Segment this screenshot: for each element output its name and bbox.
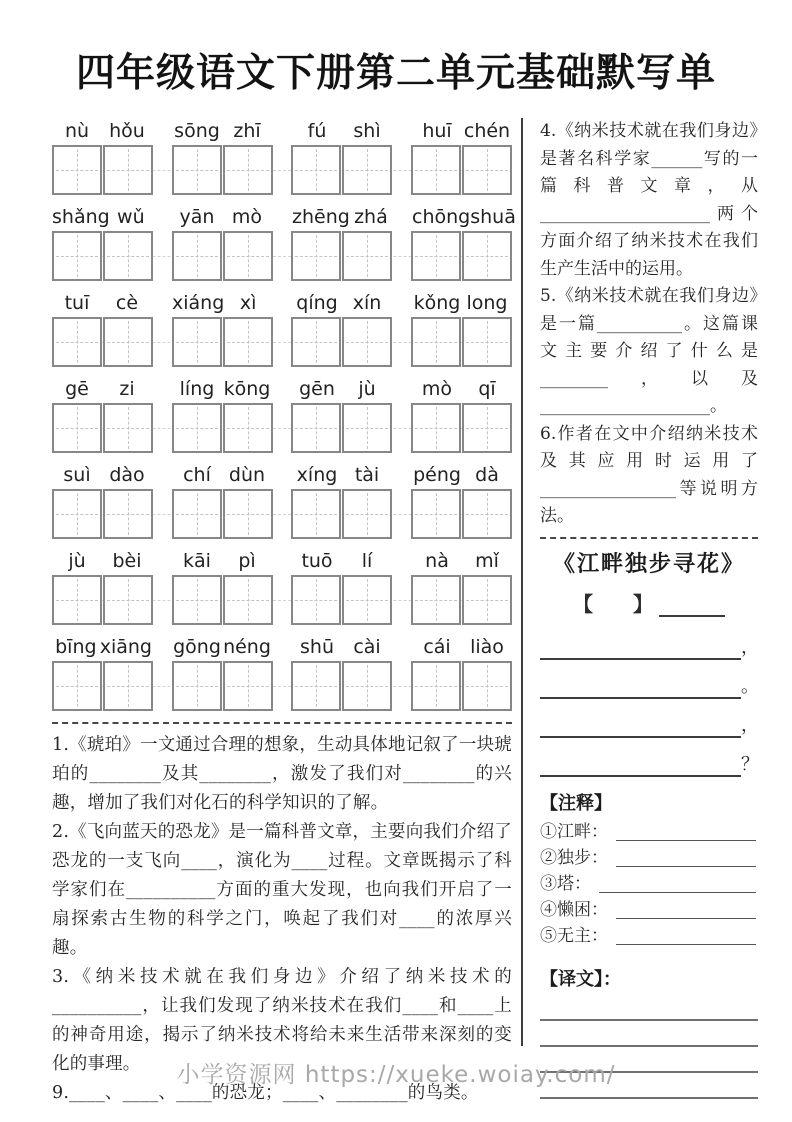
pinyin-syllable: chōng [412,206,471,228]
word-grid [52,120,516,711]
notes-section [540,789,758,949]
pinyin-syllable: qíng [296,292,338,314]
note-item [540,845,758,871]
writing-box [172,575,222,625]
pinyin-syllable: zhá [354,206,388,228]
writing-box [291,145,341,195]
pinyin-syllable: suì [63,464,91,486]
box-pair [52,145,153,195]
pinyin-pair [172,550,272,572]
writing-box [223,403,273,453]
pinyin-pair [412,120,512,142]
pinyin-syllable: tài [354,464,380,486]
box-pair [411,317,512,367]
question-item-2: 2.《飞向蓝天的恐龙》是一篇科普文章，主要向我们介绍了恐龙的一支飞向____，演化为____过程。文章既揭示了科学家们在__________方面的重大发现，也向我们开启了一扇探索古生物的科学之门，唤起了我们对____的浓厚兴趣。 [52,822,512,958]
pinyin-syllable: gē [65,378,89,400]
pinyin-syllable: zhēng [292,206,350,228]
pinyin-pair [292,120,392,142]
pinyin-syllable: long [466,292,508,314]
poem-section [540,547,758,777]
pinyin-syllable: bèi [112,550,142,572]
pinyin-syllable: wǔ [117,206,145,228]
note-label: ①江畔： [540,821,608,842]
pinyin-syllable: cài [353,636,381,658]
box-pair [411,489,512,539]
writing-box [411,575,461,625]
writing-box [52,145,102,195]
note-blank [616,828,756,841]
writing-box [172,145,222,195]
writing-box [223,489,273,539]
box-pair [52,231,153,281]
word-row [52,636,512,711]
word-row [52,206,516,281]
word-row [52,378,512,453]
pinyin-syllable: xiāng [99,636,152,658]
pinyin-syllable: jù [358,378,376,400]
translation-blank-line [540,1021,758,1047]
question-item-4: 4.《纳米技术就在我们身边》是著名科学家______写的一篇科普文章，从____________________两个方面介绍了纳米技术在我们生产生活中的运用。 [540,121,758,279]
box-pair [291,661,392,711]
writing-box [342,575,392,625]
boxes-row [52,145,512,195]
writing-box [462,145,512,195]
pinyin-syllable: shì [353,120,381,142]
writing-box [172,661,222,711]
writing-box [103,403,153,453]
pinyin-syllable: qī [478,378,496,400]
writing-box [342,403,392,453]
pinyin-syllable: tuō [301,550,333,572]
box-pair [52,661,153,711]
writing-box [172,403,222,453]
note-blank [616,854,756,867]
box-pair [291,231,392,281]
writing-box [172,317,222,367]
pinyin-syllable: xín [352,292,382,314]
pinyin-pair [412,206,516,228]
writing-box [342,145,392,195]
box-pair [52,403,153,453]
pinyin-pair [412,292,512,314]
box-pair [52,317,153,367]
pinyin-syllable: chí [183,464,211,486]
writing-box [103,575,153,625]
pinyin-syllable: kāi [183,550,211,572]
box-pair [291,489,392,539]
pinyin-syllable: dào [109,464,145,486]
writing-box [52,317,102,367]
pinyin-syllable: jù [68,550,86,572]
word-row [52,120,512,195]
writing-box [52,489,102,539]
writing-box [103,231,153,281]
poem-title: 《江畔独步寻花》 [552,550,745,577]
question-item-9: 9.____、____、____的恐龙；____、________的鸟类。 [52,1083,479,1103]
box-pair [291,145,392,195]
pinyin-pair [292,292,392,314]
pinyin-row [52,464,512,486]
poem-line-punctuation: ？ [741,753,759,775]
box-pair [291,403,392,453]
pinyin-syllable: huī [422,120,452,142]
pinyin-row [52,120,512,142]
writing-box [223,145,273,195]
poem-blank-line [540,672,758,699]
writing-box [462,575,512,625]
box-pair [172,145,273,195]
pinyin-syllable: lí [361,550,373,572]
pinyin-syllable: péng [413,464,461,486]
pinyin-pair [292,464,392,486]
writing-box [52,231,102,281]
poem-line-punctuation: ， [741,636,759,658]
boxes-row [52,231,512,281]
note-item [540,819,758,845]
writing-box [223,661,273,711]
writing-box [103,661,153,711]
poem-line-blank [540,637,741,660]
pinyin-syllable: zi [119,378,135,400]
pinyin-pair [172,464,272,486]
pinyin-pair [292,550,392,572]
pinyin-pair [52,636,152,658]
pinyin-syllable: líng [179,378,215,400]
box-pair [291,317,392,367]
writing-box [411,317,461,367]
pinyin-syllable: zhī [233,120,261,142]
pinyin-pair [412,550,512,572]
word-row [52,550,512,625]
pinyin-syllable: dà [475,464,499,486]
pinyin-pair [172,636,272,658]
pinyin-syllable: néng [223,636,271,658]
pinyin-pair [52,378,152,400]
pinyin-row [52,292,512,314]
note-blank [616,906,756,919]
pinyin-row [52,206,516,228]
writing-box [411,145,461,195]
box-pair [411,575,512,625]
poem-blank-line [540,711,758,738]
poem-author-line [540,588,758,617]
writing-box [291,661,341,711]
pinyin-syllable: fú [307,120,327,142]
boxes-row [52,661,512,711]
poem-line-punctuation: 。 [741,675,759,697]
box-pair [411,231,512,281]
pinyin-syllable: shǎng [52,206,110,228]
writing-box [172,489,222,539]
question-item-5: 5.《纳米技术就在我们身边》是一篇__________。这篇课文主要介绍了什么是________，以及____________________。 [540,286,758,416]
note-blank [599,880,756,893]
pinyin-syllable: hǒu [109,120,145,142]
writing-box [342,317,392,367]
writing-box [291,489,341,539]
questions-left [52,731,512,1108]
writing-box [103,145,153,195]
pinyin-syllable: chén [463,120,511,142]
boxes-row [52,489,512,539]
pinyin-syllable: shū [300,636,334,658]
box-pair [172,231,273,281]
question-item-3: 3.《纳米技术就在我们身边》介绍了纳米技术的__________，让我们发现了纳米技术在我们____和____上的神奇用途，揭示了纳米技术将给未来生活带来深刻的变化的事理。 [52,967,512,1074]
pinyin-syllable: kǒng [413,292,461,314]
note-item [540,923,758,949]
poem-line-blank [540,676,741,699]
box-pair [172,661,273,711]
box-pair [172,489,273,539]
writing-box [291,575,341,625]
writing-box [223,317,273,367]
pinyin-syllable: kōng [223,378,271,400]
writing-box [52,661,102,711]
right-column [540,118,758,1099]
pinyin-syllable: gēn [299,378,335,400]
pinyin-pair [52,464,152,486]
pinyin-syllable: yān [179,206,215,228]
pinyin-syllable: mǐ [475,550,499,572]
writing-box [103,317,153,367]
writing-box [411,403,461,453]
writing-box [462,661,512,711]
writing-box [103,489,153,539]
pinyin-syllable: liào [470,636,504,658]
pinyin-row [52,378,512,400]
pinyin-pair [52,120,152,142]
pinyin-syllable: nù [64,120,90,142]
pinyin-row [52,636,512,658]
pinyin-pair [172,292,272,314]
writing-box [462,489,512,539]
writing-box [411,231,461,281]
pinyin-syllable: dùn [228,464,266,486]
pinyin-syllable: xíng [296,464,338,486]
word-row [52,464,512,539]
pinyin-syllable: sōng [174,120,220,142]
section-separator [52,722,512,724]
pinyin-syllable: cái [423,636,451,658]
pinyin-pair [412,464,512,486]
footer-watermark: 小学资源网 https://xueke.woiay.com/ [176,1062,616,1088]
writing-box [342,231,392,281]
note-item [540,871,758,897]
pinyin-syllable: cè [115,292,139,314]
box-pair [52,489,153,539]
pinyin-pair [172,378,272,400]
left-column [52,120,516,1108]
writing-box [291,317,341,367]
pinyin-syllable: mò [231,206,263,228]
note-blank [616,932,756,945]
pinyin-pair [52,206,152,228]
pinyin-pair [292,206,392,228]
writing-box [172,231,222,281]
writing-box [411,489,461,539]
poem-author-blank [659,595,725,617]
poem-blank-line [540,633,758,660]
pinyin-pair [52,550,152,572]
pinyin-pair [172,206,272,228]
translation-header: 【译文】： [540,968,621,990]
pinyin-syllable: shuā [470,206,516,228]
boxes-row [52,575,512,625]
pinyin-pair [292,378,392,400]
pinyin-pair [172,120,272,142]
pinyin-pair [412,378,512,400]
box-pair [172,403,273,453]
writing-box [223,575,273,625]
note-label: ⑤无主： [540,925,608,946]
section-separator [540,537,758,539]
pinyin-row [52,550,512,572]
note-label: ④懒困： [540,899,608,920]
note-label: ②独步： [540,847,608,868]
pinyin-syllable: mò [421,378,453,400]
pinyin-syllable: pì [238,550,256,572]
writing-box [291,231,341,281]
poem-author-brackets: 【 】 [573,591,653,616]
translation-blank-line [540,995,758,1021]
box-pair [52,575,153,625]
writing-box [342,489,392,539]
poem-line-punctuation: ， [741,714,759,736]
pinyin-pair [412,636,512,658]
writing-box [342,661,392,711]
question-item-1: 1.《琥珀》一文通过合理的想象，生动具体地记叙了一块琥珀的________及其________，激发了我们对________的兴趣，增加了我们对化石的科学知识的了解。 [52,735,512,813]
worksheet-title: 四年级语文下册第二单元基础默写单 [75,50,716,96]
boxes-row [52,317,512,367]
question-item-6: 6.作者在文中介绍纳米技术及其应用时运用了________________等说明方法。 [540,423,758,526]
note-item [540,897,758,923]
writing-box [462,403,512,453]
box-pair [411,403,512,453]
writing-box [411,661,461,711]
writing-box [223,231,273,281]
column-divider [521,118,523,1046]
box-pair [411,145,512,195]
pinyin-syllable: gōng [173,636,221,658]
pinyin-syllable: nà [425,550,449,572]
writing-box [52,403,102,453]
poem-line-blank [540,715,741,738]
box-pair [172,317,273,367]
boxes-row [52,403,512,453]
box-pair [172,575,273,625]
pinyin-pair [52,292,152,314]
pinyin-syllable: bīng [55,636,97,658]
box-pair [411,661,512,711]
pinyin-syllable: xiáng [172,292,225,314]
writing-box [462,317,512,367]
notes-header: 【注释】 [540,792,612,814]
writing-box [52,575,102,625]
box-pair [291,575,392,625]
writing-box [462,231,512,281]
note-label: ③塔： [540,873,591,894]
pinyin-syllable: xì [239,292,257,314]
pinyin-pair [292,636,392,658]
poem-blank-line [540,750,758,777]
writing-box [291,403,341,453]
poem-line-blank [540,754,741,777]
pinyin-syllable: tuī [64,292,90,314]
word-row [52,292,512,367]
